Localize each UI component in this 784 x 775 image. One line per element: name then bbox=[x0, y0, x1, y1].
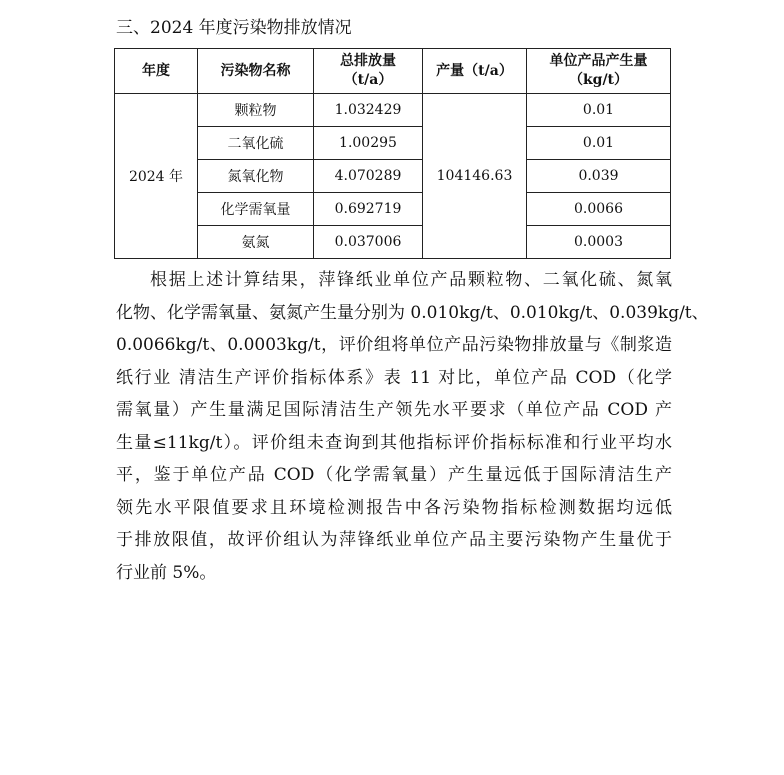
paragraph-line: 需氧量）产生量满足国际清洁生产领先水平要求（单位产品 COD 产 bbox=[116, 400, 672, 420]
header-total-emission bbox=[314, 49, 423, 94]
paragraph-line: 0.0066kg/t、0.0003kg/t，评价组将单位产品污染物排放量与《制浆造 bbox=[116, 335, 672, 355]
cell-total: 4.070289 bbox=[314, 160, 423, 193]
cell-pollutant: 化学需氧量 bbox=[198, 193, 314, 226]
cell-unit: 0.01 bbox=[527, 127, 671, 160]
header-year: 年度 bbox=[115, 49, 198, 94]
table-row bbox=[115, 94, 671, 127]
cell-year: 2024 年 bbox=[115, 94, 198, 259]
paragraph-line: 行业前 5%。 bbox=[116, 562, 217, 583]
header-unit-product-line1: 单位产品产生量 bbox=[549, 53, 648, 69]
emissions-table bbox=[114, 48, 671, 259]
table-row bbox=[115, 127, 671, 160]
cell-total: 1.032429 bbox=[314, 94, 423, 127]
table-row bbox=[115, 193, 671, 226]
table-row bbox=[115, 160, 671, 193]
cell-unit: 0.0003 bbox=[527, 226, 671, 259]
paragraph-line: 于排放限值，故评价组认为萍锋纸业单位产品主要污染物产生量优于 bbox=[116, 530, 672, 550]
cell-total: 1.00295 bbox=[314, 127, 423, 160]
paragraph-line: 根据上述计算结果，萍锋纸业单位产品颗粒物、二氧化硫、氮氧 bbox=[150, 270, 672, 290]
cell-pollutant: 氮氧化物 bbox=[198, 160, 314, 193]
paragraph-line: 纸行业 清洁生产评价指标体系》表 11 对比，单位产品 COD（化学 bbox=[116, 367, 672, 388]
cell-unit: 0.0066 bbox=[527, 193, 671, 226]
paragraph-line: 领先水平限值要求且环境检测报告中各污染物指标检测数据均远低 bbox=[116, 497, 672, 518]
header-output: 产量（t/a） bbox=[423, 49, 527, 94]
cell-pollutant: 颗粒物 bbox=[198, 94, 314, 127]
cell-output: 104146.63 bbox=[423, 94, 527, 259]
cell-total: 0.037006 bbox=[314, 226, 423, 259]
table-header-row bbox=[115, 49, 671, 94]
cell-total: 0.692719 bbox=[314, 193, 423, 226]
section-heading: 三、2024 年度污染物排放情况 bbox=[116, 18, 352, 38]
header-unit-product bbox=[527, 49, 671, 94]
cell-pollutant: 氨氮 bbox=[198, 226, 314, 259]
cell-unit: 0.039 bbox=[527, 160, 671, 193]
cell-unit: 0.01 bbox=[527, 94, 671, 127]
table-row bbox=[115, 226, 671, 259]
header-unit-product-line2: （kg/t） bbox=[568, 72, 629, 88]
header-pollutant: 污染物名称 bbox=[198, 49, 314, 94]
paragraph-line: 化物、化学需氧量、氨氮产生量分别为 0.010kg/t、0.010kg/t、0.039kg/t、 bbox=[116, 302, 709, 323]
cell-pollutant: 二氧化硫 bbox=[198, 127, 314, 160]
paragraph-line: 生量≤11kg/t）。评价组未查询到其他指标评价指标标准和行业平均水 bbox=[116, 432, 672, 453]
paragraph-line: 平，鉴于单位产品 COD（化学需氧量）产生量远低于国际清洁生产 bbox=[116, 465, 672, 485]
header-total-emission-line1: 总排放量 bbox=[340, 53, 396, 69]
conclusion-paragraph bbox=[116, 264, 709, 589]
header-total-emission-line2: （t/a） bbox=[343, 72, 393, 88]
